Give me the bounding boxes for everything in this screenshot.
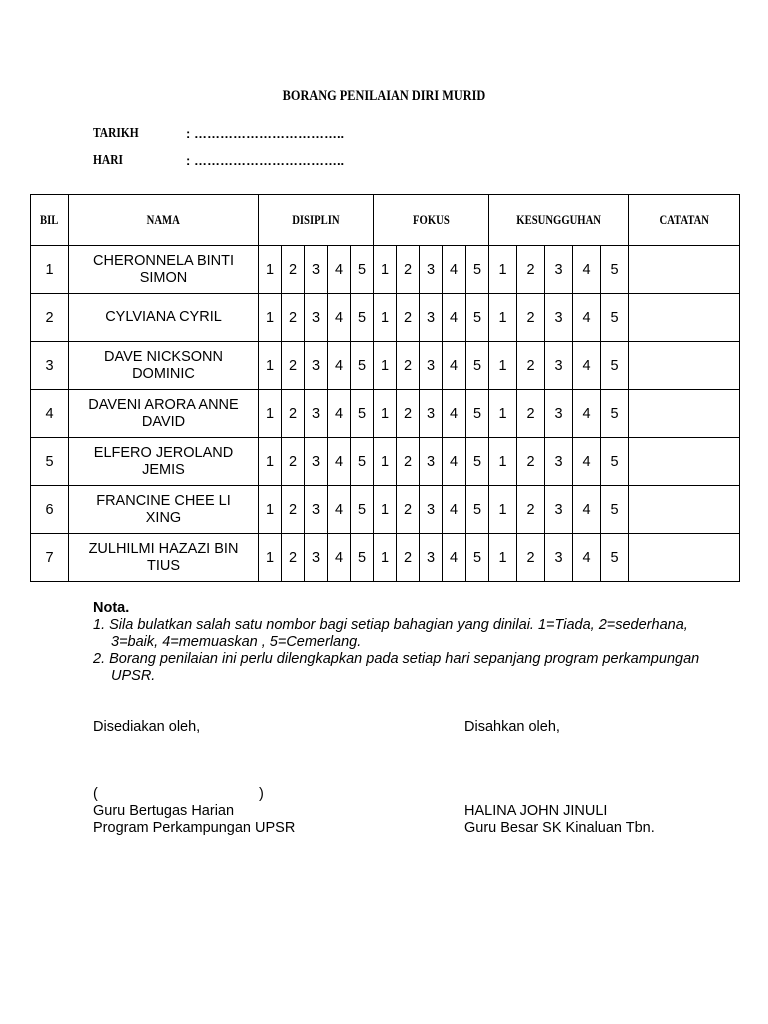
table-row: [31, 342, 740, 390]
header-catatan: CATATAN: [629, 195, 740, 246]
catatan-cell[interactable]: [629, 534, 740, 582]
kesungguhan-score-4[interactable]: 4: [573, 294, 601, 342]
fokus-score-5[interactable]: 5: [466, 390, 489, 438]
kesungguhan-score-4[interactable]: 4: [573, 246, 601, 294]
approved-by-label: Disahkan oleh,: [464, 719, 560, 735]
student-name-line-2: TIUS: [146, 557, 181, 574]
fokus-score-1[interactable]: 1: [374, 294, 397, 342]
kesungguhan-score-3[interactable]: 3: [545, 390, 573, 438]
fokus-score-4[interactable]: 4: [443, 246, 466, 294]
prepared-by-label: Disediakan oleh,: [93, 719, 201, 735]
kesungguhan-score-4[interactable]: 4: [573, 342, 601, 390]
row-number: 6: [31, 486, 69, 534]
kesungguhan-score-4[interactable]: 4: [573, 438, 601, 486]
kesungguhan-score-1[interactable]: 1: [489, 486, 517, 534]
disiplin-score-4[interactable]: 4: [328, 438, 351, 486]
header-bil: BIL: [31, 195, 69, 246]
kesungguhan-score-3[interactable]: 3: [545, 486, 573, 534]
disiplin-score-4[interactable]: 4: [328, 534, 351, 582]
catatan-cell[interactable]: [629, 438, 740, 486]
signature-bracket: ( ): [93, 786, 264, 802]
disiplin-score-2[interactable]: 2: [282, 342, 305, 390]
disiplin-score-3[interactable]: 3: [305, 438, 328, 486]
prepared-by-role: Guru Bertugas Harian: [93, 803, 235, 819]
notes-section: [93, 600, 713, 685]
student-name: [69, 534, 259, 582]
disiplin-score-2[interactable]: 2: [282, 486, 305, 534]
fokus-score-3[interactable]: 3: [420, 486, 443, 534]
table-header-row: [31, 195, 740, 246]
kesungguhan-score-5[interactable]: 5: [601, 390, 629, 438]
disiplin-score-3[interactable]: 3: [305, 342, 328, 390]
student-name: [69, 438, 259, 486]
fokus-score-3[interactable]: 3: [420, 342, 443, 390]
notes-heading: Nota.: [93, 600, 130, 616]
student-name-line-2: DAVID: [141, 413, 186, 430]
catatan-cell[interactable]: [629, 246, 740, 294]
kesungguhan-score-5[interactable]: 5: [601, 246, 629, 294]
fokus-score-1[interactable]: 1: [374, 390, 397, 438]
kesungguhan-score-3[interactable]: 3: [545, 342, 573, 390]
fokus-score-2[interactable]: 2: [397, 342, 420, 390]
kesungguhan-score-3[interactable]: 3: [545, 438, 573, 486]
fokus-score-5[interactable]: 5: [466, 246, 489, 294]
kesungguhan-score-2[interactable]: 2: [517, 342, 545, 390]
kesungguhan-score-1[interactable]: 1: [489, 294, 517, 342]
kesungguhan-score-2[interactable]: 2: [517, 294, 545, 342]
disiplin-score-5[interactable]: 5: [351, 342, 374, 390]
table-row: [31, 246, 740, 294]
kesungguhan-score-5[interactable]: 5: [601, 342, 629, 390]
table-row: [31, 534, 740, 582]
disiplin-score-4[interactable]: 4: [328, 342, 351, 390]
student-name-line-1: ELFERO JEROLAND: [93, 444, 234, 461]
student-name: [69, 294, 259, 342]
disiplin-score-4[interactable]: 4: [328, 390, 351, 438]
row-number: 1: [31, 246, 69, 294]
disiplin-score-5[interactable]: 5: [351, 534, 374, 582]
kesungguhan-score-1[interactable]: 1: [489, 246, 517, 294]
kesungguhan-score-2[interactable]: 2: [517, 390, 545, 438]
disiplin-score-5[interactable]: 5: [351, 486, 374, 534]
disiplin-score-1[interactable]: 1: [259, 534, 282, 582]
fokus-score-4[interactable]: 4: [443, 294, 466, 342]
fokus-score-1[interactable]: 1: [374, 246, 397, 294]
approver-name: HALINA JOHN JINULI: [464, 803, 608, 819]
disiplin-score-4[interactable]: 4: [328, 294, 351, 342]
catatan-cell[interactable]: [629, 294, 740, 342]
row-number: 2: [31, 294, 69, 342]
student-name: [69, 342, 259, 390]
kesungguhan-score-5[interactable]: 5: [601, 486, 629, 534]
disiplin-score-3[interactable]: 3: [305, 294, 328, 342]
fokus-score-3[interactable]: 3: [420, 438, 443, 486]
disiplin-score-3[interactable]: 3: [305, 534, 328, 582]
fokus-score-3[interactable]: 3: [420, 246, 443, 294]
kesungguhan-score-3[interactable]: 3: [545, 246, 573, 294]
kesungguhan-score-3[interactable]: 3: [545, 294, 573, 342]
disiplin-score-1[interactable]: 1: [259, 294, 282, 342]
fokus-score-1[interactable]: 1: [374, 534, 397, 582]
kesungguhan-score-1[interactable]: 1: [489, 534, 517, 582]
fokus-score-2[interactable]: 2: [397, 534, 420, 582]
fokus-score-4[interactable]: 4: [443, 390, 466, 438]
disiplin-score-3[interactable]: 3: [305, 246, 328, 294]
row-number: 5: [31, 438, 69, 486]
header-fokus: FOKUS: [374, 195, 489, 246]
catatan-cell[interactable]: [629, 486, 740, 534]
disiplin-score-4[interactable]: 4: [328, 486, 351, 534]
header-kesungguhan: KESUNGGUHAN: [489, 195, 629, 246]
fokus-score-4[interactable]: 4: [443, 438, 466, 486]
disiplin-score-1[interactable]: 1: [259, 486, 282, 534]
kesungguhan-score-5[interactable]: 5: [601, 438, 629, 486]
student-name-line-1: ZULHILMI HAZAZI BIN: [88, 540, 239, 557]
row-number: 7: [31, 534, 69, 582]
fokus-score-3[interactable]: 3: [420, 294, 443, 342]
table-row: [31, 486, 740, 534]
disiplin-score-5[interactable]: 5: [351, 390, 374, 438]
student-name-line-2: JEMIS: [142, 461, 185, 478]
fokus-score-5[interactable]: 5: [466, 486, 489, 534]
disiplin-score-5[interactable]: 5: [351, 246, 374, 294]
hari-value: : ……………………………..: [186, 153, 345, 168]
table-row: [31, 438, 740, 486]
table-body: [31, 246, 740, 582]
note-item-1: 1. Sila bulatkan salah satu nombor bagi setiap bahagian yang dinilai. 1=Tiada, 2=sederhana, 3=baik, 4=memuaskan , 5=Cemerlang.: [93, 617, 688, 650]
student-name-line-2: DOMINIC: [132, 365, 195, 382]
hari-label: HARI: [93, 153, 123, 168]
kesungguhan-score-3[interactable]: 3: [545, 534, 573, 582]
disiplin-score-1[interactable]: 1: [259, 438, 282, 486]
kesungguhan-score-2[interactable]: 2: [517, 534, 545, 582]
kesungguhan-score-1[interactable]: 1: [489, 438, 517, 486]
fokus-score-2[interactable]: 2: [397, 438, 420, 486]
kesungguhan-score-4[interactable]: 4: [573, 486, 601, 534]
approver-title: Guru Besar SK Kinaluan Tbn.: [464, 820, 655, 836]
fokus-score-5[interactable]: 5: [466, 438, 489, 486]
disiplin-score-2[interactable]: 2: [282, 294, 305, 342]
disiplin-score-1[interactable]: 1: [259, 342, 282, 390]
disiplin-score-5[interactable]: 5: [351, 438, 374, 486]
disiplin-score-2[interactable]: 2: [282, 534, 305, 582]
student-name-line-1: DAVENI ARORA ANNE: [88, 396, 239, 413]
kesungguhan-score-5[interactable]: 5: [601, 294, 629, 342]
fokus-score-1[interactable]: 1: [374, 486, 397, 534]
tarikh-label: TARIKH: [93, 126, 139, 141]
form-title: BORANG PENILAIAN DIRI MURID: [282, 88, 486, 104]
header-disiplin: DISIPLIN: [259, 195, 374, 246]
fokus-score-2[interactable]: 2: [397, 390, 420, 438]
note-item-2: 2. Borang penilaian ini perlu dilengkapkan pada setiap hari sepanjang program perkampungan UPSR.: [93, 651, 700, 684]
fokus-score-5[interactable]: 5: [466, 342, 489, 390]
student-name-line-1: CHERONNELA BINTI: [93, 252, 234, 269]
student-name: [69, 486, 259, 534]
disiplin-score-3[interactable]: 3: [305, 390, 328, 438]
disiplin-score-3[interactable]: 3: [305, 486, 328, 534]
student-name: [69, 246, 259, 294]
kesungguhan-score-5[interactable]: 5: [601, 534, 629, 582]
fokus-score-1[interactable]: 1: [374, 438, 397, 486]
student-name-line-1: DAVE NICKSONN: [104, 348, 223, 365]
fokus-score-5[interactable]: 5: [466, 534, 489, 582]
disiplin-score-2[interactable]: 2: [282, 438, 305, 486]
row-number: 4: [31, 390, 69, 438]
disiplin-score-2[interactable]: 2: [282, 390, 305, 438]
disiplin-score-2[interactable]: 2: [282, 246, 305, 294]
disiplin-score-1[interactable]: 1: [259, 390, 282, 438]
student-name: [69, 390, 259, 438]
kesungguhan-score-2[interactable]: 2: [517, 438, 545, 486]
student-name-line-1: FRANCINE CHEE LI: [96, 492, 231, 509]
kesungguhan-score-1[interactable]: 1: [489, 342, 517, 390]
kesungguhan-score-2[interactable]: 2: [517, 246, 545, 294]
fokus-score-3[interactable]: 3: [420, 390, 443, 438]
kesungguhan-score-4[interactable]: 4: [573, 534, 601, 582]
disiplin-score-5[interactable]: 5: [351, 294, 374, 342]
header-nama: NAMA: [69, 195, 259, 246]
fokus-score-4[interactable]: 4: [443, 342, 466, 390]
fokus-score-2[interactable]: 2: [397, 294, 420, 342]
fokus-score-4[interactable]: 4: [443, 486, 466, 534]
table-row: [31, 294, 740, 342]
disiplin-score-4[interactable]: 4: [328, 246, 351, 294]
tarikh-value: : ……………………………..: [186, 126, 345, 141]
fokus-score-1[interactable]: 1: [374, 342, 397, 390]
assessment-table: [30, 194, 740, 582]
kesungguhan-score-1[interactable]: 1: [489, 390, 517, 438]
student-name-line-2: SIMON: [139, 269, 188, 286]
fokus-score-3[interactable]: 3: [420, 534, 443, 582]
kesungguhan-score-4[interactable]: 4: [573, 390, 601, 438]
fokus-score-2[interactable]: 2: [397, 486, 420, 534]
fokus-score-4[interactable]: 4: [443, 534, 466, 582]
fokus-score-5[interactable]: 5: [466, 294, 489, 342]
catatan-cell[interactable]: [629, 342, 740, 390]
table-row: [31, 390, 740, 438]
catatan-cell[interactable]: [629, 390, 740, 438]
prepared-by-program: Program Perkampungan UPSR: [93, 820, 296, 836]
kesungguhan-score-2[interactable]: 2: [517, 486, 545, 534]
row-number: 3: [31, 342, 69, 390]
disiplin-score-1[interactable]: 1: [259, 246, 282, 294]
student-name-line-2: XING: [145, 509, 182, 526]
fokus-score-2[interactable]: 2: [397, 246, 420, 294]
student-name-line-1: CYLVIANA CYRIL: [105, 309, 222, 325]
